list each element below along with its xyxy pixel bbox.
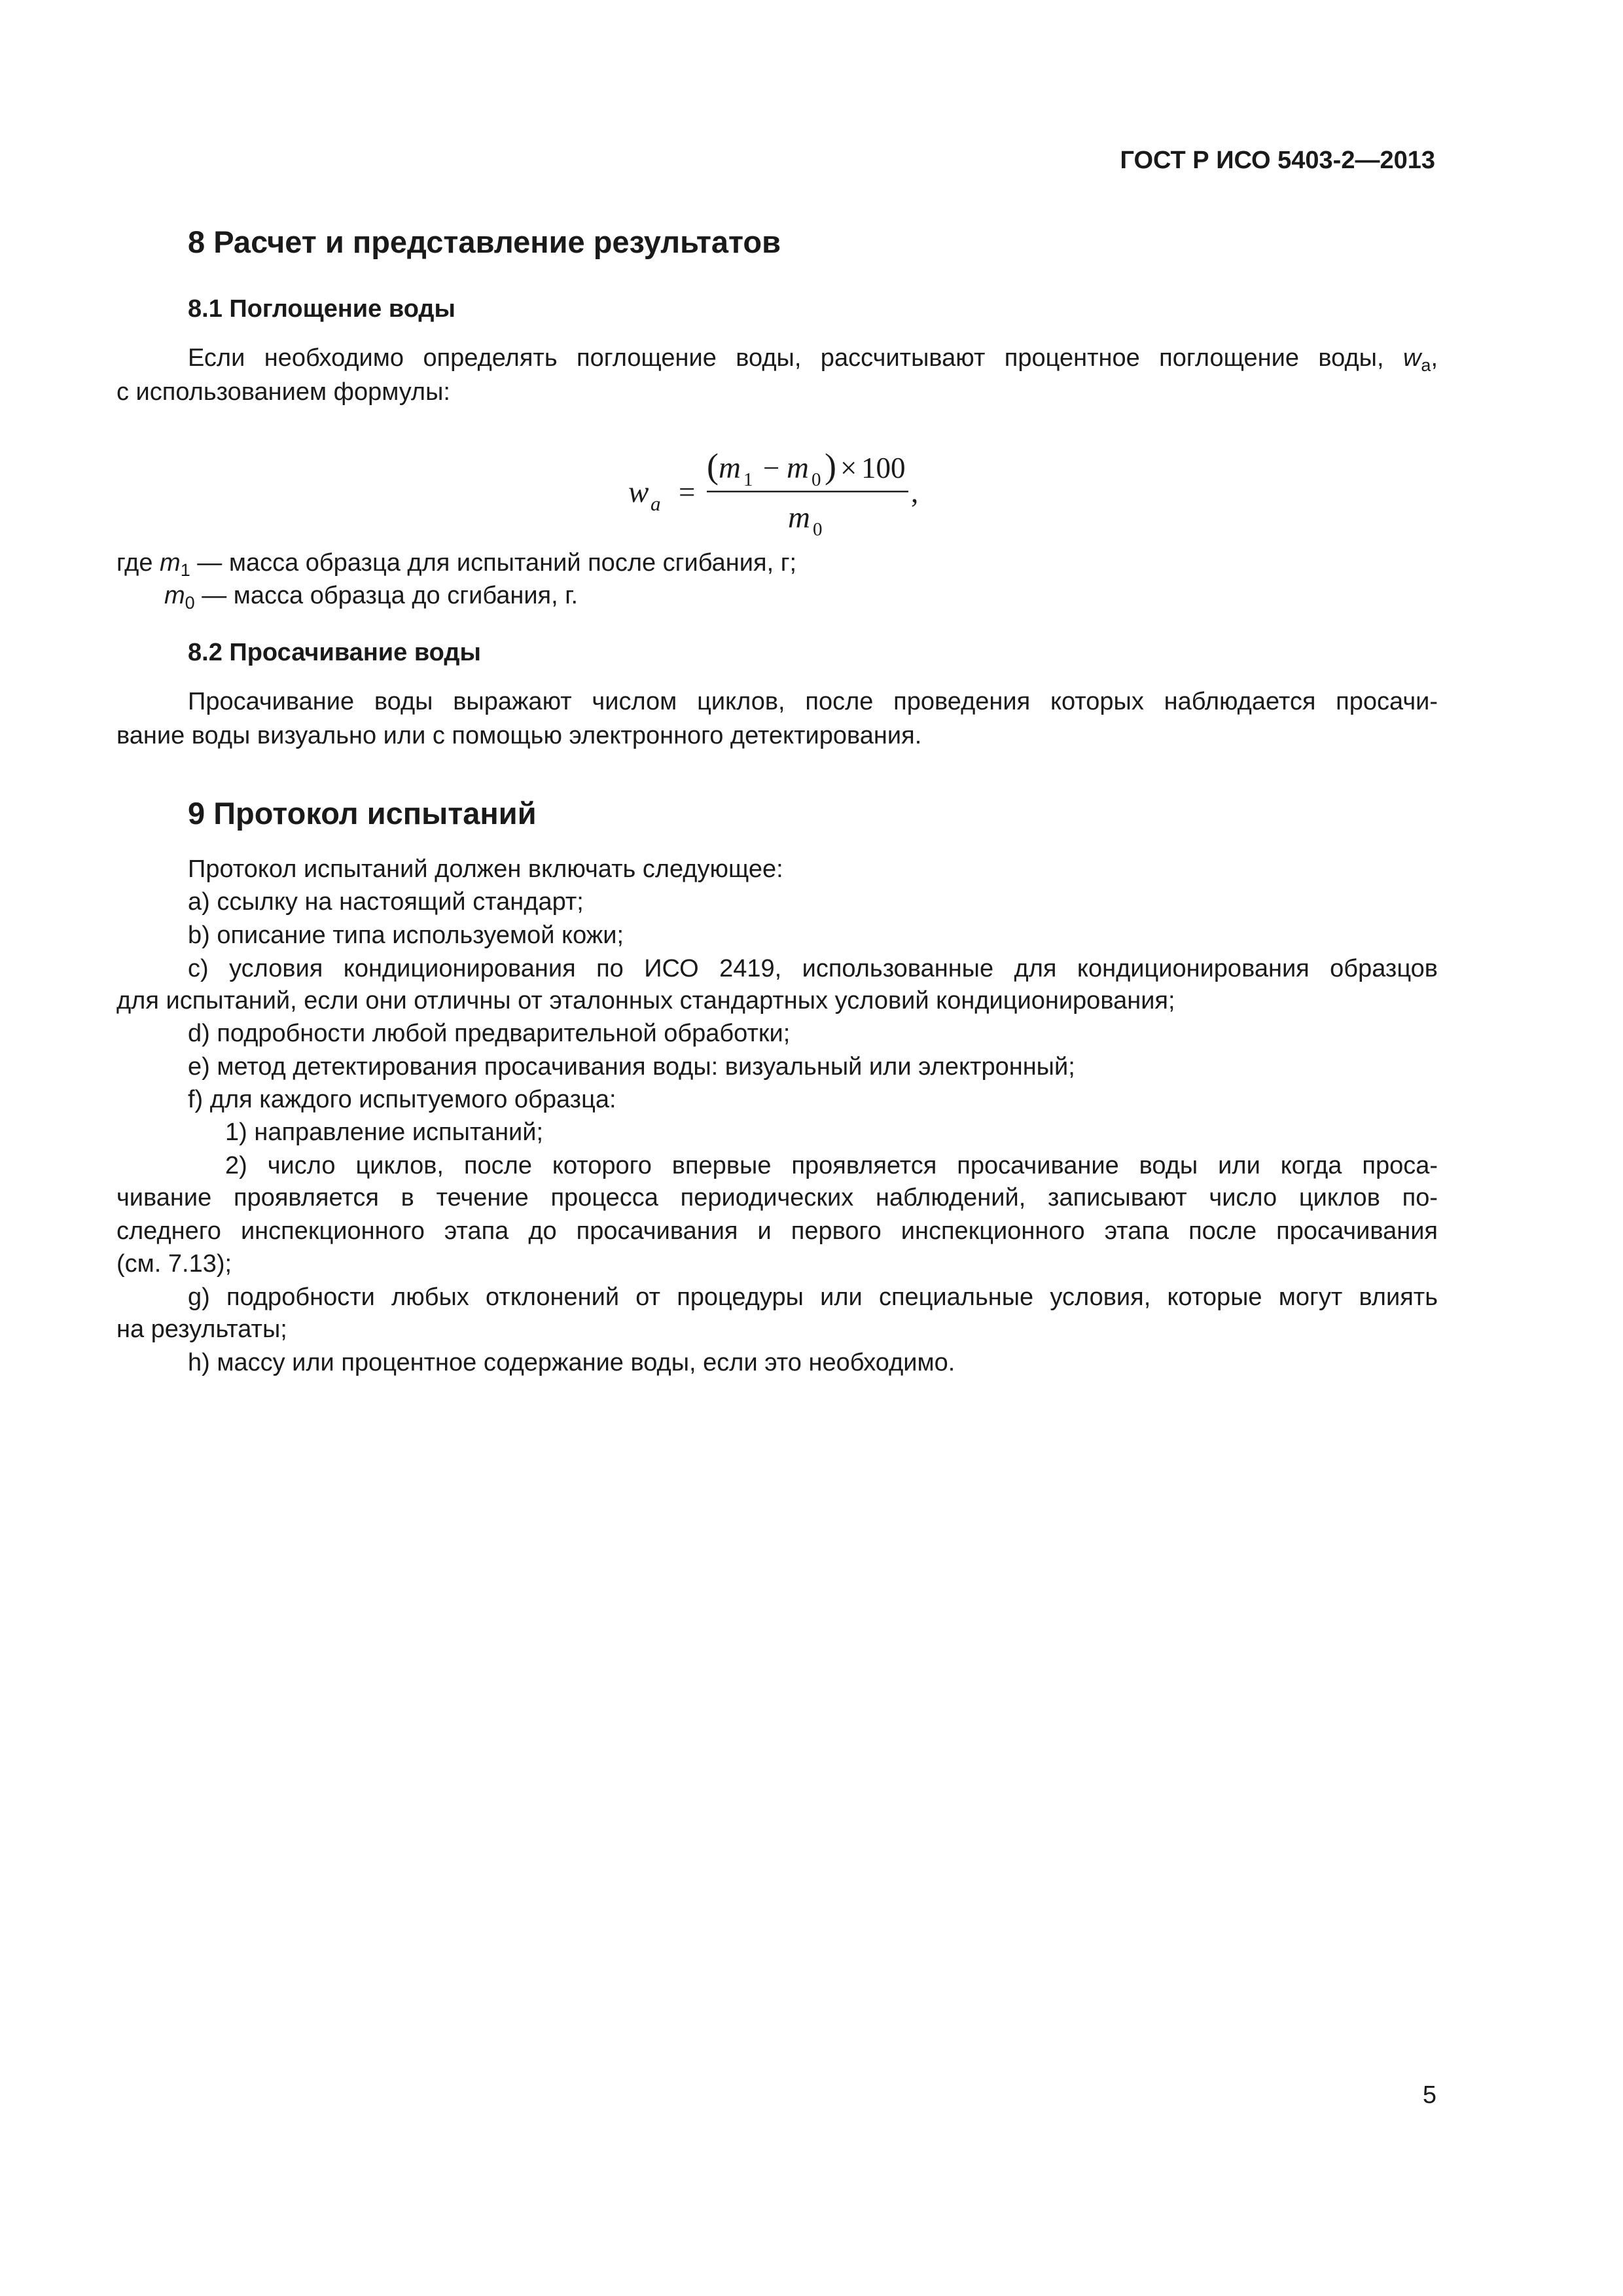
section-8-2-line1: Просачивание воды выражают числом циклов, после проведения которых наблюдается просачи- [188,688,1438,715]
list-item-b: b) описание типа используемой кожи; [188,922,624,949]
formula-where-line1: где $m_1$ — масса образца для испытаний после сгибания, г; [116,549,797,580]
list-item-a: a) ссылку на настоящий стандарт; [188,888,584,916]
list-item-f2-line2: чивание проявляется в течение процесса периодических наблюдений, записывают число циклов по- [116,1184,1438,1211]
list-item-f2-line1: 2) число циклов, после которого впервые проявляется просачивание воды или когда проса- [225,1152,1438,1179]
formula-m1-sub: 1 [743,469,753,490]
section-8-1-para-line1: Если необходимо определять поглощение воды, рассчитывают процентное поглощение воды, $w_a$, [188,344,1438,375]
formula-close-paren: ) [825,446,836,486]
list-item-c-line2: для испытаний, если они отличны от эталонных стандартных условий кондиционирования; [116,987,1175,1014]
formula-m1-var: m [719,451,741,485]
formula-minus: − [763,452,780,484]
list-item-e: e) метод детектирования просачивания воды: визуальный или электронный; [188,1053,1075,1081]
list-item-g-line1: g) подробности любых отклонений от процедуры или специальные условия, которые могут влиять [188,1283,1438,1311]
formula-equals: = [679,476,696,509]
page-number: 5 [1422,2081,1436,2109]
section-8-title: 8 Расчет и представление результатов [188,224,781,259]
list-item-h: h) массу или процентное содержание воды, если это необходимо. [188,1349,955,1376]
list-item-f2-line4: (см. 7.13); [116,1250,232,1278]
formula-den-sub: 0 [813,519,823,540]
formula-lhs-var: w [628,475,649,509]
formula-m0-sub: 0 [812,469,821,490]
list-item-f: f) для каждого испытуемого образца: [188,1086,616,1113]
list-item-d: d) подробности любой предварительной обработки; [188,1020,791,1047]
section-9-intro: Протокол испытаний должен включать следующее: [188,855,783,883]
standard-number: ГОСТ Р ИСО 5403-2—2013 [1120,147,1435,174]
section-8-2-line2: вание воды визуально или с помощью электронного детектирования. [116,722,922,749]
formula-m0-var: m [787,451,809,485]
section-8-1-title: 8.1 Поглощение воды [188,295,455,323]
formula-comma: , [911,476,919,509]
formula-lhs-sub: a [651,492,661,515]
formula-den-var: m [788,501,810,535]
section-8-1-para-line2: с использованием формулы: [116,378,450,406]
formula-hundred: 100 [861,452,906,484]
list-item-f2-line3: следнего инспекционного этапа до просачивания и первого инспекционного этапа после просачивания [116,1217,1438,1245]
section-9-title: 9 Протокол испытаний [188,796,537,831]
list-item-g-line2: на результаты; [116,1316,287,1343]
formula-open-paren: ( [707,446,719,486]
list-item-c-line1: c) условия кондиционирования по ИСО 2419, использованные для кондиционирования образцов [188,955,1438,982]
water-absorption-formula [615,437,955,548]
formula-times: × [840,452,857,484]
formula-where-line2: $m_0$ — масса образца до сгибания, г. [164,582,579,613]
section-8-2-title: 8.2 Просачивание воды [188,639,481,666]
list-item-f1: 1) направление испытаний; [225,1119,544,1146]
